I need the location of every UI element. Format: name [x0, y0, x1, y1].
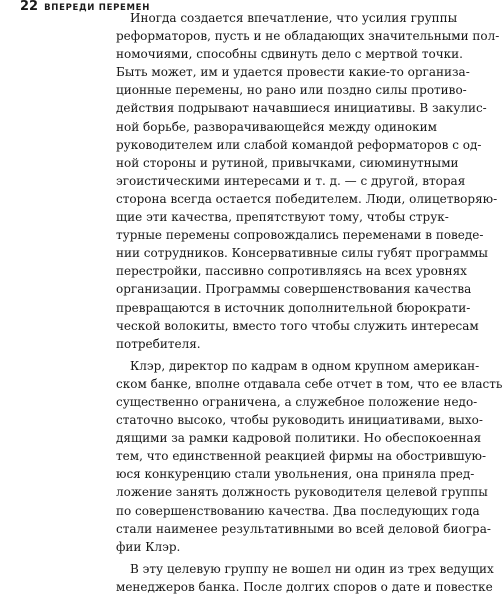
text-line: Клэр, директор по кадрам в одном крупном американ- [130, 358, 480, 373]
text-line: организации. Программы совершенствования качества [116, 282, 472, 297]
page-number: 22 [20, 0, 39, 14]
text-line: фии Клэр. [116, 539, 181, 554]
text-line: превращаются в источник дополнительной бюрократи- [116, 300, 471, 315]
text-line: ной борьбе, разворачивающейся между одиноким [116, 119, 437, 134]
text-line: руководителем или слабой командой реформаторов с од- [116, 137, 482, 152]
text-line: стали наименее результативными во всей деловой биогра- [116, 521, 491, 536]
text-line: тем, что единственной реакцией фирмы на обострившую- [116, 449, 487, 464]
text-line: действия подрывают начавшиеся инициативы. В закулис- [116, 101, 487, 116]
text-line: существенно ограничена, а служебное положение недо- [116, 394, 478, 409]
text-line: потребителя. [116, 336, 201, 351]
text-line: эгоистическими интересами и т. д. — с другой, вторая [116, 173, 466, 188]
text-line: дящими за рамки кадровой политики. Но обеспокоенная [116, 431, 482, 446]
text-line: В эту целевую группу не вошел ни один из трех ведущих [130, 561, 494, 576]
text-line: юся конкуренцию стали увольнения, она приняла пред- [116, 467, 475, 482]
text-line: статочно высоко, чтобы руководить инициативами, выхо- [116, 413, 483, 428]
text-line: нии сотрудников. Консервативные силы губят программы [116, 246, 488, 261]
text-line: турные перемены сопровождались переменами в поведе- [116, 228, 484, 243]
text-line: Иногда создается впечатление, что усилия группы [130, 11, 458, 25]
text-line: ной стороны и рутиной, привычками, сиюминутными [116, 155, 459, 170]
text-line: ложение занять должность руководителя целевой группы [116, 485, 488, 500]
text-line: щие эти качества, препятствуют тому, чтобы струк- [116, 210, 449, 225]
text-line: реформаторов, пусть и не обладающих значительными пол- [116, 29, 500, 44]
body-text [116, 9, 502, 596]
text-line: сторона всегда остается победителем. Люди, олицетворяю- [116, 191, 498, 206]
text-line: ческой волокиты, вместо того чтобы служить интересам [116, 318, 479, 333]
text-line: перестройки, пассивно сопротивляясь на всех уровнях [116, 264, 467, 279]
paragraph [116, 560, 494, 596]
text-line: Быть может, им и удается провести какие-то организа- [116, 65, 470, 80]
running-head: ВПЕРЕДИ ПЕРЕМЕН [44, 3, 151, 13]
text-line: ционные перемены, но рано или поздно силы противо- [116, 83, 467, 98]
text-line: номочиями, способны сдвинуть дело с мертвой точки. [116, 47, 463, 62]
text-line: менеджеров банка. После долгих споров о дате и повестке [116, 579, 493, 594]
paragraph [116, 357, 502, 556]
paragraph [116, 9, 500, 353]
text-line: по совершенствованию качества. Два последующих года [116, 503, 480, 518]
text-line: ском банке, вполне отдавала себе отчет в том, что ее власть [116, 376, 502, 391]
